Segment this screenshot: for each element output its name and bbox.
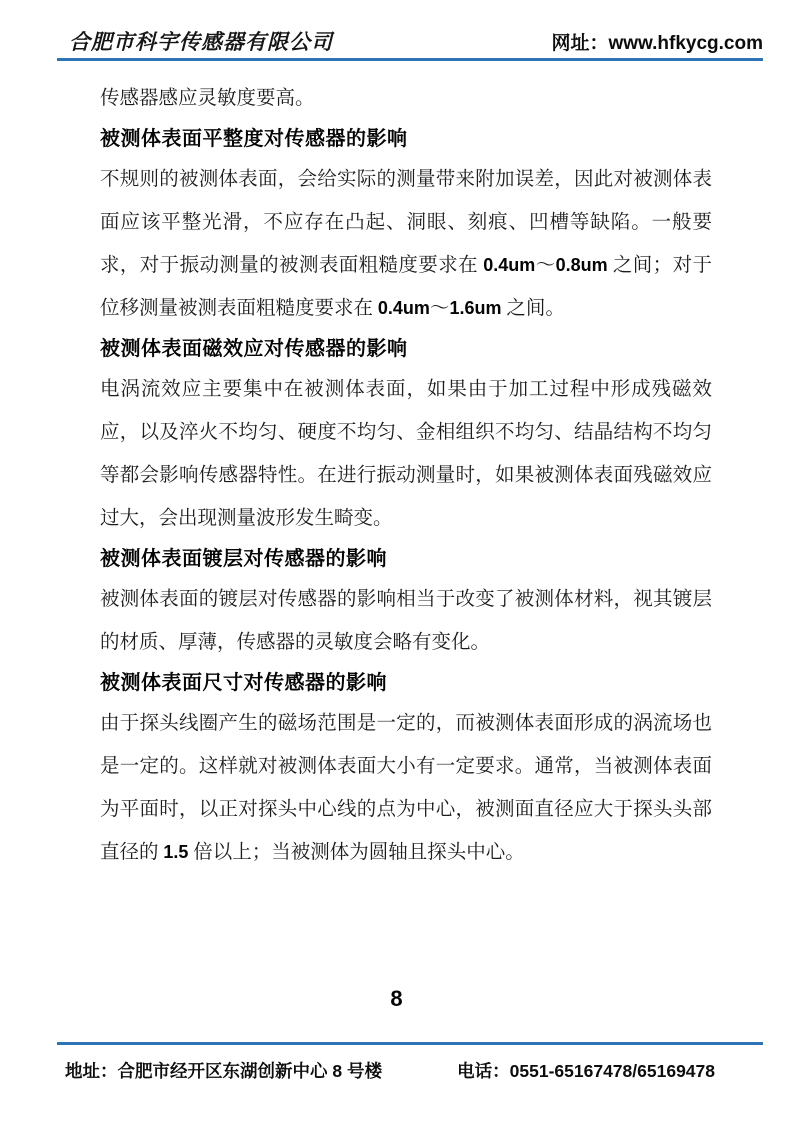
company-name: 合肥市科宇传感器有限公司 — [69, 30, 333, 54]
paragraph-text: ～ — [535, 255, 556, 276]
website-address: www.hfkycg.com — [608, 33, 763, 54]
header-divider — [57, 58, 763, 61]
paragraph-text: 不规则的被测体表面，会给实际的测量带来附加误差，因此对被测体表面应该平整光滑，不应存在凸起、洞眼、刻痕、凹槽等缺陷。一般要求，对于振动测量的被测表面粗糙度要求在 — [100, 169, 712, 276]
sections — [100, 120, 712, 874]
section-paragraph — [100, 702, 712, 874]
paragraph-text: 由于探头线圈产生的磁场范围是一定的，而被测体表面形成的涡流场也是一定的。这样就对被测体表面大小有一定要求。通常，当被测体表面为平面时，以正对探头中心线的点为中心，被测面直径应大于探头头部直径的 — [100, 713, 712, 863]
address-value: 合肥市经开区东湖创新中心 8 号楼 — [117, 1061, 382, 1081]
section-heading: 被测体表面尺寸对传感器的影响 — [100, 672, 387, 694]
bold-value: 0.4um — [483, 255, 536, 275]
paragraph-text: ～ — [429, 298, 450, 319]
page-footer — [57, 1045, 763, 1083]
bold-value: 0.4um — [377, 298, 430, 318]
paragraph-text: 之间。 — [501, 298, 565, 319]
bold-value: 0.8um — [555, 255, 608, 275]
phone-text — [457, 1058, 715, 1083]
paragraph-text: 电涡流效应主要集中在被测体表面，如果由于加工过程中形成残磁效应，以及淬火不均匀、硬度不均匀、金相组织不均匀、结晶结构不均匀等都会影响传感器特性。在进行振动测量时，如果被测体表面残磁效应过大，会出现测量波形发生畸变。 — [100, 379, 712, 529]
intro-paragraph: 传感器感应灵敏度要高。 — [100, 88, 315, 109]
section-paragraph — [100, 368, 712, 540]
address-label: 地址： — [65, 1061, 118, 1081]
bold-value: 1.6um — [449, 298, 502, 318]
section-heading: 被测体表面平整度对传感器的影响 — [100, 128, 408, 150]
page-number: 8 — [390, 986, 403, 1011]
website-url — [551, 28, 763, 55]
section-paragraph — [100, 158, 712, 330]
address-text — [57, 1058, 382, 1083]
section-paragraph — [100, 578, 712, 664]
bold-value: 1.5 — [163, 842, 189, 862]
section-heading: 被测体表面磁效应对传感器的影响 — [100, 338, 408, 360]
phone-label: 电话： — [457, 1061, 510, 1081]
paragraph-text: 被测体表面的镀层对传感器的影响相当于改变了被测体材料，视其镀层的材质、厚薄，传感器的灵敏度会略有变化。 — [100, 589, 712, 653]
page-header — [57, 26, 763, 58]
paragraph-text: 之间；对于位移测量被测表面粗糙度要求在 — [100, 255, 712, 319]
website-label: 网址： — [551, 33, 609, 54]
section-heading: 被测体表面镀层对传感器的影响 — [100, 548, 387, 570]
paragraph-text: 倍以上；当被测体为圆轴且探头中心。 — [188, 842, 525, 863]
phone-value: 0551-65167478/65169478 — [509, 1061, 715, 1081]
document-body — [100, 77, 712, 874]
